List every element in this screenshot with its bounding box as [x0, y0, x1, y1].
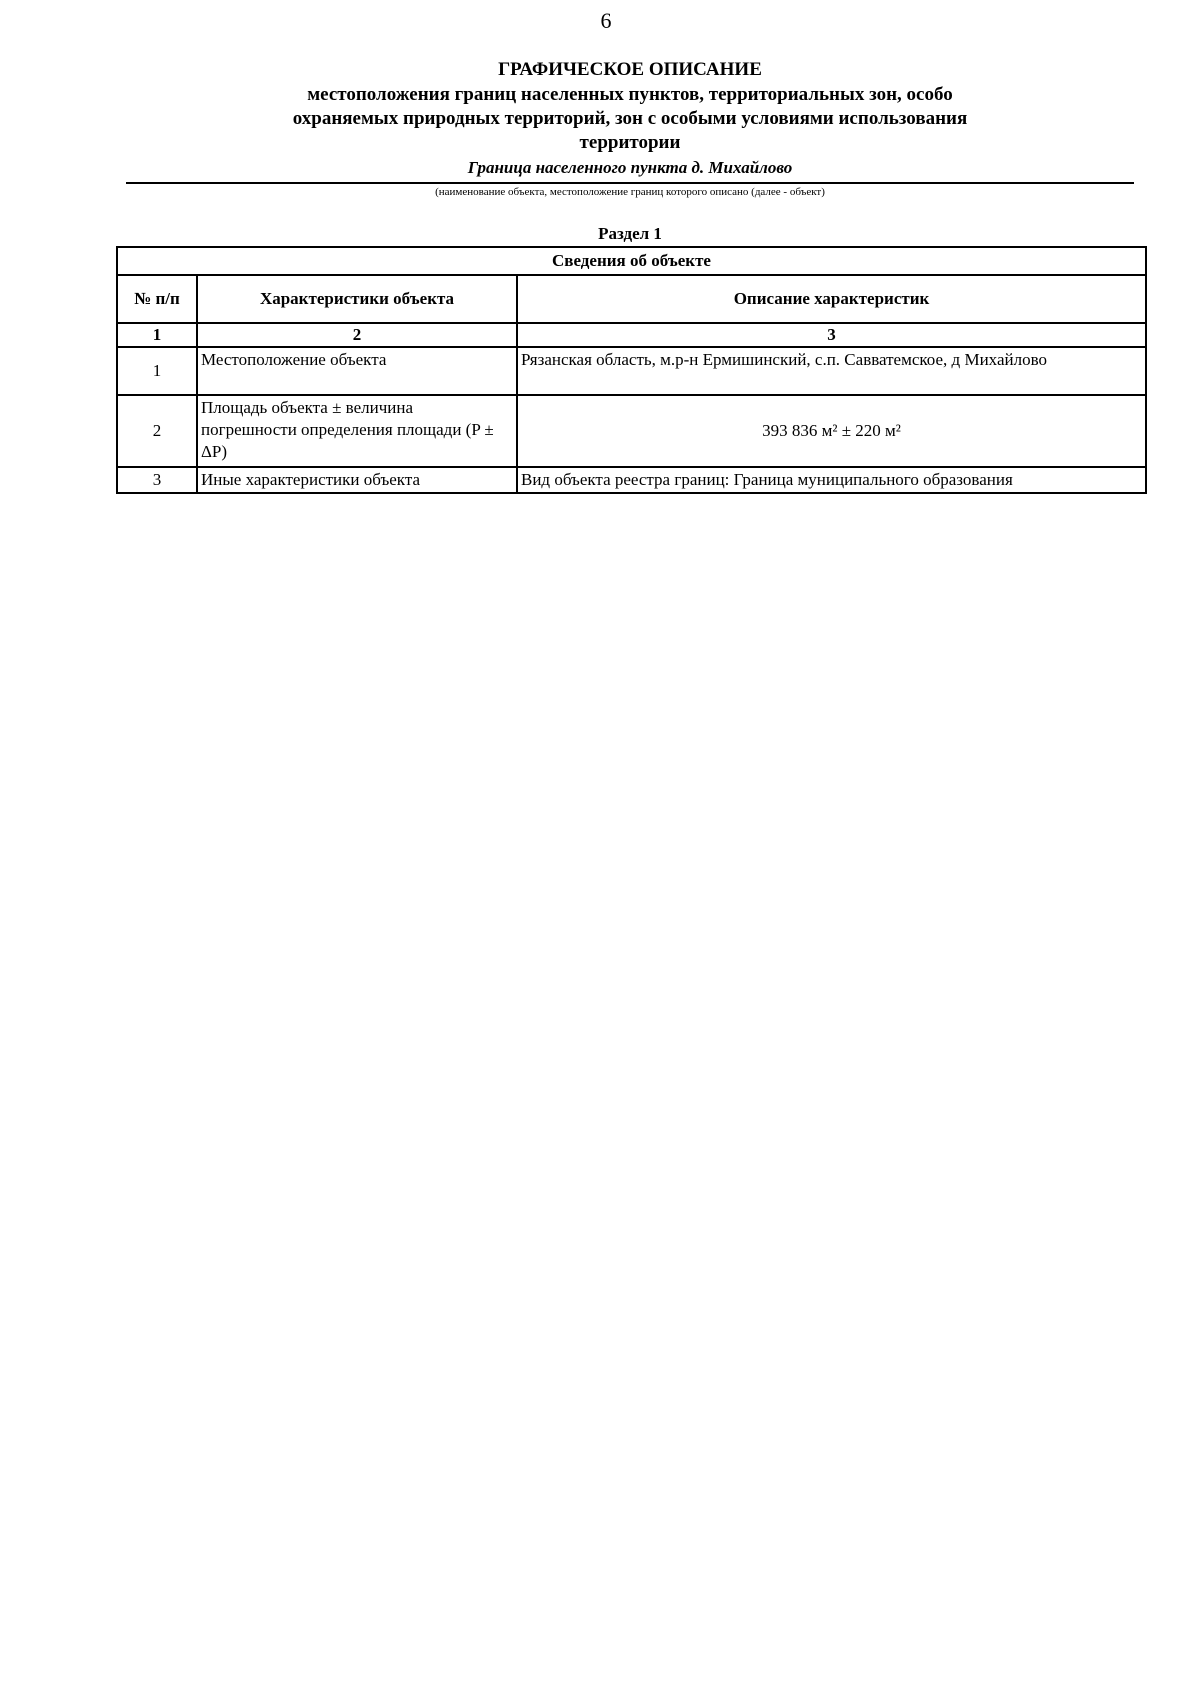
column-header-characteristic: Характеристики объекта	[197, 275, 517, 323]
row-description: Вид объекта реестра границ: Граница муниципального образования	[517, 467, 1146, 493]
object-name-caption: (наименование объекта, местоположение границ которого описано (далее - объект)	[435, 186, 825, 198]
row-characteristic: Площадь объекта ± величина погрешности определения площади (P ± ΔP)	[197, 395, 517, 467]
row-description: 393 836 м² ± 220 м²	[517, 395, 1146, 467]
table-row	[117, 347, 1146, 395]
column-header-number: № п/п	[117, 275, 197, 323]
column-number: 2	[197, 323, 517, 347]
table-row	[117, 395, 1146, 467]
object-name: Граница населенного пункта д. Михайлово	[467, 158, 793, 177]
table-row	[117, 467, 1146, 493]
table-caption: Сведения об объекте	[117, 247, 1146, 275]
object-info-table	[116, 246, 1147, 494]
column-number: 3	[517, 323, 1146, 347]
page-number: 6	[600, 8, 612, 33]
row-number: 1	[117, 347, 197, 395]
document-title: ГРАФИЧЕСКОЕ ОПИСАНИЕ	[498, 59, 762, 80]
section-title: Раздел 1	[598, 224, 662, 243]
row-number: 2	[117, 395, 197, 467]
column-number: 1	[117, 323, 197, 347]
row-description: Рязанская область, м.р-н Ермишинский, с.п. Савватемское, д Михайлово	[517, 347, 1146, 395]
row-characteristic: Местоположение объекта	[197, 347, 517, 395]
row-number: 3	[117, 467, 197, 493]
column-header-description: Описание характеристик	[517, 275, 1146, 323]
document-subtitle: местоположения границ населенных пунктов, территориальных зон, особо охраняемых природных территорий, зон с особыми условиями использования территории	[292, 84, 968, 153]
document-header	[126, 57, 1134, 199]
column-number-row	[117, 323, 1146, 347]
object-name-underline	[126, 182, 1134, 184]
row-characteristic: Иные характеристики объекта	[197, 467, 517, 493]
